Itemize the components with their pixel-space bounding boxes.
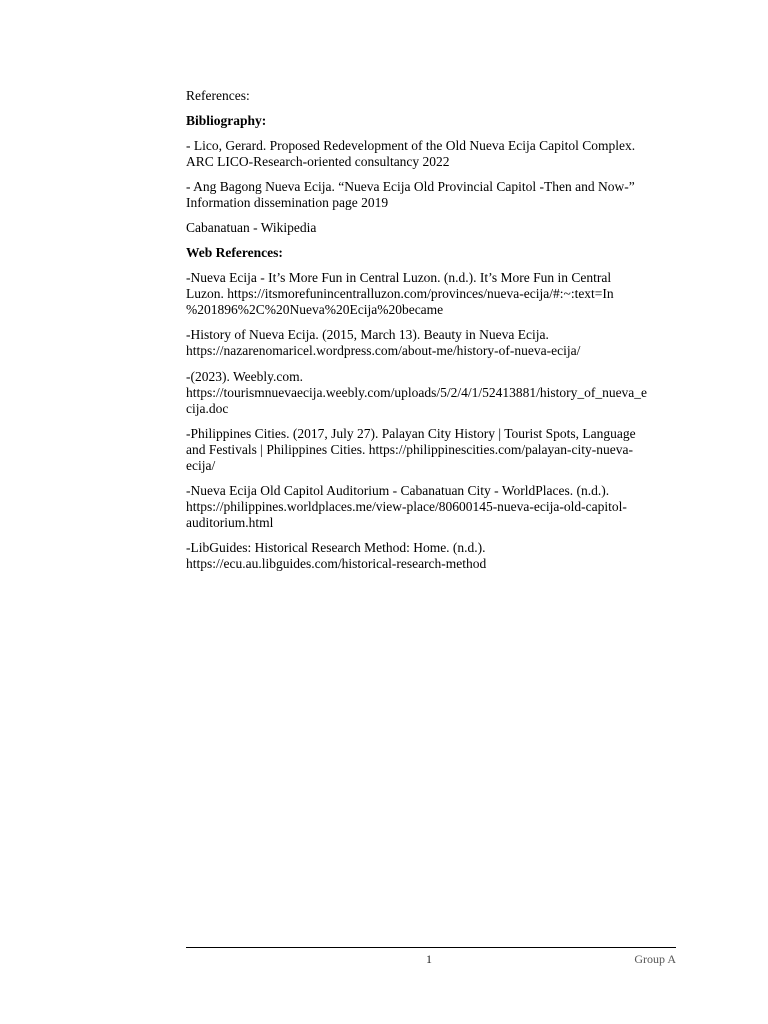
page-number: 1: [426, 952, 432, 966]
entry-line: Information dissemination page 2019: [186, 195, 389, 210]
entry-line: https://ecu.au.libguides.com/historical-research-method: [186, 556, 487, 571]
entry-line: cija.doc: [186, 401, 229, 416]
references-label: References:: [186, 88, 250, 103]
entry-line: auditorium.html: [186, 515, 274, 530]
entry-line: -Nueva Ecija Old Capitol Auditorium - Cabanatuan City - WorldPlaces. (n.d.).: [186, 483, 610, 498]
bibliography-entry: [186, 220, 676, 236]
entry-line: - Ang Bagong Nueva Ecija. “Nueva Ecija Old Provincial Capitol -Then and Now-”: [186, 179, 635, 194]
references-section: [186, 88, 676, 581]
entry-line: -Philippines Cities. (2017, July 27). Palayan City History | Tourist Spots, Language: [186, 426, 636, 441]
bibliography-heading: Bibliography:: [186, 113, 267, 128]
entry-line: -(2023). Weebly.com.: [186, 369, 304, 384]
entry-line: https://philippines.worldplaces.me/view-place/80600145-nueva-ecija-old-capitol-: [186, 499, 627, 514]
entry-line: -Nueva Ecija - It’s More Fun in Central Luzon. (n.d.). It’s More Fun in Central: [186, 270, 612, 285]
footer-divider: [186, 947, 676, 948]
web-references-heading: Web References:: [186, 245, 283, 260]
entry-line: Cabanatuan - Wikipedia: [186, 220, 317, 235]
web-reference-entry: [186, 540, 676, 572]
entry-line: https://nazarenomaricel.wordpress.com/about-me/history-of-nueva-ecija/: [186, 343, 581, 358]
web-reference-entry: [186, 426, 676, 474]
web-reference-entry: [186, 369, 676, 417]
entry-line: Luzon. https://itsmorefunincentralluzon.com/provinces/nueva-ecija/#:~:text=In: [186, 286, 614, 301]
bibliography-entry: [186, 138, 676, 170]
bibliography-entry: [186, 179, 676, 211]
web-reference-entry: [186, 327, 676, 359]
web-reference-entry: [186, 483, 676, 531]
entry-line: and Festivals | Philippines Cities. https://philippinescities.com/palayan-city-nueva-: [186, 442, 634, 457]
entry-line: %201896%2C%20Nueva%20Ecija%20became: [186, 302, 444, 317]
web-reference-entry: [186, 270, 676, 318]
entry-line: ARC LICO-Research-oriented consultancy 2022: [186, 154, 450, 169]
entry-line: https://tourismnuevaecija.weebly.com/uploads/5/2/4/1/52413881/history_of_nueva_e: [186, 385, 648, 400]
entry-line: -LibGuides: Historical Research Method: Home. (n.d.).: [186, 540, 486, 555]
entry-line: ecija/: [186, 458, 216, 473]
entry-line: - Lico, Gerard. Proposed Redevelopment of the Old Nueva Ecija Capitol Complex.: [186, 138, 636, 153]
entry-line: -History of Nueva Ecija. (2015, March 13). Beauty in Nueva Ecija.: [186, 327, 549, 342]
footer-group-label: Group A: [634, 952, 676, 966]
